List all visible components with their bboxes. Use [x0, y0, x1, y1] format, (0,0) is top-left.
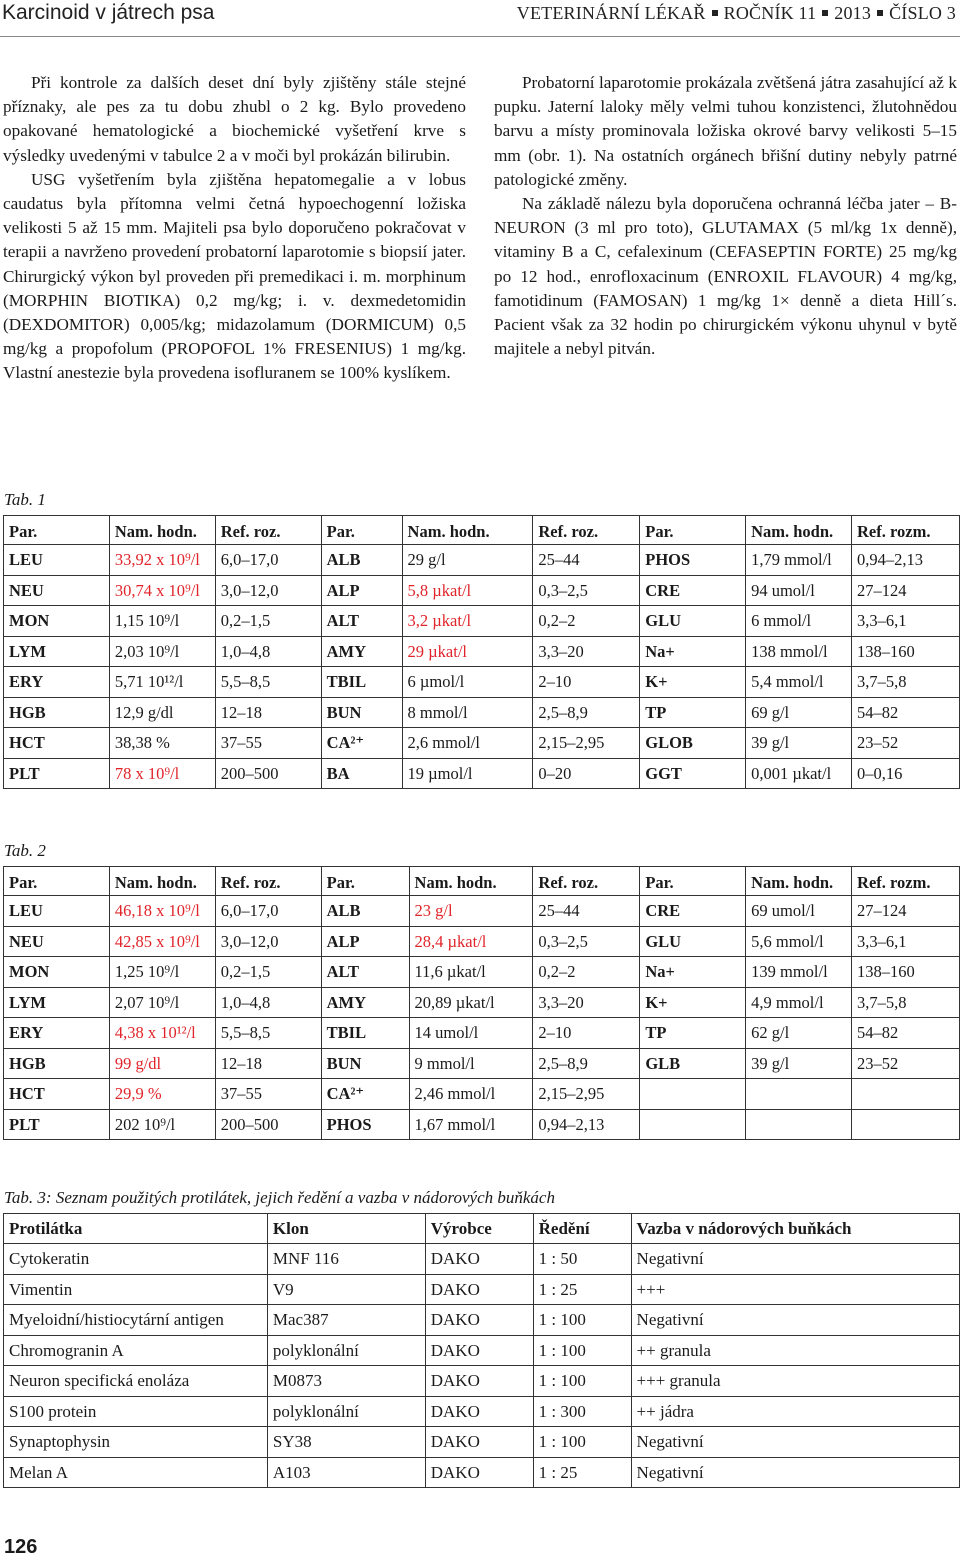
table-cell: polyklonální — [267, 1396, 425, 1427]
table-cell: GLU — [640, 606, 746, 637]
table-cell: TBIL — [321, 1018, 409, 1049]
table-cell: 28,4 µkat/l — [409, 926, 533, 957]
table-cell: 2,6 mmol/l — [402, 728, 533, 759]
table-cell: BUN — [321, 697, 402, 728]
table-cell: 94 umol/l — [746, 575, 852, 606]
table-cell: ++ jádra — [631, 1396, 959, 1427]
table-cell: 0,3–2,5 — [533, 926, 640, 957]
separator-square-icon — [712, 10, 718, 16]
table-cell: PLT — [4, 758, 110, 789]
table-cell: 12,9 g/dl — [109, 697, 215, 728]
header-divider — [0, 36, 960, 37]
journal-name: VETERINÁRNÍ LÉKAŘ — [516, 3, 706, 23]
table-cell: 1 : 50 — [533, 1244, 631, 1275]
column-header: Par. — [321, 867, 409, 896]
table-cell: MON — [4, 957, 110, 988]
table-cell: 20,89 µkat/l — [409, 987, 533, 1018]
table-cell: 62 g/l — [746, 1018, 852, 1049]
separator-square-icon — [822, 10, 828, 16]
table-cell: 139 mmol/l — [746, 957, 852, 988]
table-cell: 0,2–2 — [533, 606, 640, 637]
table-cell: +++ — [631, 1274, 959, 1305]
table-cell: 54–82 — [852, 697, 960, 728]
table-cell: TBIL — [321, 667, 402, 698]
table-row — [4, 575, 960, 606]
column-header: Par. — [640, 867, 746, 896]
table-cell: 138–160 — [852, 636, 960, 667]
table-cell — [852, 1109, 960, 1140]
table-cell: Chromogranin A — [4, 1335, 268, 1366]
table-cell: Negativní — [631, 1305, 959, 1336]
table-cell: 5,5–8,5 — [215, 667, 321, 698]
table-cell: NEU — [4, 926, 110, 957]
table-cell: LYM — [4, 987, 110, 1018]
table-header-row — [4, 516, 960, 545]
table-cell: 46,18 x 10⁹/l — [109, 896, 215, 927]
table-cell: 1 : 100 — [533, 1366, 631, 1397]
table-cell: CA²⁺ — [321, 728, 402, 759]
table-cell: HGB — [4, 1048, 110, 1079]
table-cell: 6 mmol/l — [746, 606, 852, 637]
table-cell: Negativní — [631, 1244, 959, 1275]
column-header: Ref. rozm. — [852, 867, 960, 896]
table-cell: 3,3–6,1 — [852, 926, 960, 957]
table-cell: 6,0–17,0 — [215, 896, 321, 927]
table-row — [4, 545, 960, 576]
table-cell: PHOS — [640, 545, 746, 576]
table-cell: 5,5–8,5 — [215, 1018, 321, 1049]
table-cell: 12–18 — [215, 1048, 321, 1079]
table-cell: GLOB — [640, 728, 746, 759]
table-cell: 1 : 100 — [533, 1335, 631, 1366]
table-cell: 11,6 µkat/l — [409, 957, 533, 988]
table-row — [4, 896, 960, 927]
table-header-row — [4, 1214, 960, 1244]
table-row — [4, 1335, 960, 1366]
table-cell: DAKO — [425, 1396, 533, 1427]
table-cell: 42,85 x 10⁹/l — [109, 926, 215, 957]
table-cell: 39 g/l — [746, 728, 852, 759]
table-cell: MNF 116 — [267, 1244, 425, 1275]
table-cell: +++ granula — [631, 1366, 959, 1397]
lab-results-table-2 — [3, 866, 960, 1140]
table-cell: 37–55 — [215, 728, 321, 759]
table-row — [4, 636, 960, 667]
table-cell: 0,2–1,5 — [215, 957, 321, 988]
column-header: Nam. hodn. — [109, 867, 215, 896]
table-row — [4, 1109, 960, 1140]
table-cell: 1,0–4,8 — [215, 987, 321, 1018]
column-header: Protilátka — [4, 1214, 268, 1244]
table-cell: 2–10 — [533, 1018, 640, 1049]
table-cell: MON — [4, 606, 110, 637]
table-cell: BUN — [321, 1048, 409, 1079]
table-cell: 0–0,16 — [852, 758, 960, 789]
table-row — [4, 1018, 960, 1049]
table-cell: 8 mmol/l — [402, 697, 533, 728]
paragraph: Při kontrole za dalších deset dní byly zjištěny stále stejné příznaky, ale pes za tu dobu zhubl o 2 kg. Bylo provedeno opakované hematologické a biochemické vyšetření krve s výsledky uvedenými v tabulce 2 a v moči byl prokázán bilirubin. — [3, 73, 466, 165]
table-3-caption — [4, 1188, 555, 1208]
column-header: Ref. roz. — [215, 516, 321, 545]
table-cell: 5,8 µkat/l — [402, 575, 533, 606]
table-row — [4, 697, 960, 728]
table-row — [4, 1274, 960, 1305]
table-cell: DAKO — [425, 1305, 533, 1336]
table-cell: 2–10 — [533, 667, 640, 698]
separator-square-icon — [877, 10, 883, 16]
table-cell: 3,2 µkat/l — [402, 606, 533, 637]
table-cell: 14 umol/l — [409, 1018, 533, 1049]
table-cell: Myeloidní/histiocytární antigen — [4, 1305, 268, 1336]
table-row — [4, 1079, 960, 1110]
table-cell: 0,2–2 — [533, 957, 640, 988]
table-cell: 138–160 — [852, 957, 960, 988]
table-cell: SY38 — [267, 1427, 425, 1458]
text-column-left — [3, 71, 466, 386]
table-cell: 200–500 — [215, 758, 321, 789]
table-cell: Melan A — [4, 1457, 268, 1488]
table-cell: 38,38 % — [109, 728, 215, 759]
table-cell: 1 : 25 — [533, 1457, 631, 1488]
table-cell: DAKO — [425, 1457, 533, 1488]
column-header: Ref. roz. — [533, 516, 640, 545]
table-cell — [640, 1079, 746, 1110]
table-cell: 19 µmol/l — [402, 758, 533, 789]
table-cell: 0,2–1,5 — [215, 606, 321, 637]
table-cell — [852, 1079, 960, 1110]
table-cell: A103 — [267, 1457, 425, 1488]
table-cell: 4,9 mmol/l — [746, 987, 852, 1018]
table-cell: DAKO — [425, 1335, 533, 1366]
table-cell: GGT — [640, 758, 746, 789]
table-cell: GLB — [640, 1048, 746, 1079]
table-cell: 9 mmol/l — [409, 1048, 533, 1079]
column-header: Par. — [321, 516, 402, 545]
table-cell: AMY — [321, 636, 402, 667]
paragraph: USG vyšetřením byla zjištěna hepatomegalie a v lobus caudatus byla přítomna velmi četná hypoechogenní ložiska velikosti 5 až 15 mm. Majiteli psa bylo doporučeno pokračovat v terapii a navrženo provedení probatorní laparotomie s biopsií jater. Chirurgický výkon byl proveden při premedikaci i. m. morphinum (MORPHIN BIOTIKA) 0,2 mg/kg; i. v. dexmedetomidin (DEXDOMITOR) 0,005/kg; midazolamum (DORMICUM) 0,5 mg/kg a propofolum (PROPOFOL 1% FRESENIUS) 1 mg/kg. Vlastní anestezie byla provedena isofluranem se 100% kyslíkem. — [3, 169, 466, 383]
table-cell: 3,7–5,8 — [852, 987, 960, 1018]
table-cell: LEU — [4, 896, 110, 927]
table-row — [4, 1305, 960, 1336]
column-header: Ref. roz. — [533, 867, 640, 896]
table-cell: 23–52 — [852, 1048, 960, 1079]
table-cell: Negativní — [631, 1457, 959, 1488]
table-row — [4, 1396, 960, 1427]
table-cell: M0873 — [267, 1366, 425, 1397]
table-cell: 39 g/l — [746, 1048, 852, 1079]
table-cell: Vimentin — [4, 1274, 268, 1305]
table-row — [4, 667, 960, 698]
table-cell: HCT — [4, 1079, 110, 1110]
table-cell: DAKO — [425, 1427, 533, 1458]
table-cell: Na+ — [640, 636, 746, 667]
page-number: 126 — [4, 1536, 38, 1558]
table-cell: 0–20 — [533, 758, 640, 789]
table-row — [4, 1048, 960, 1079]
table-1-caption: Tab. 1 — [4, 490, 46, 509]
table-cell: 5,4 mmol/l — [746, 667, 852, 698]
table-cell: K+ — [640, 667, 746, 698]
table-cell: Synaptophysin — [4, 1427, 268, 1458]
column-header: Ref. rozm. — [852, 516, 960, 545]
table-cell: 27–124 — [852, 575, 960, 606]
table-cell: 29 g/l — [402, 545, 533, 576]
table-cell: Na+ — [640, 957, 746, 988]
table-cell: 1,15 10⁹/l — [109, 606, 215, 637]
paragraph: Probatorní laparotomie prokázala zvětšená játra zasahující až k pupku. Jaterní laloky měly velmi tuhou konzistenci, žlutohnědou barvu a místy prominovala ložiska okrové barvy velikosti 5–15 mm (obr. 1). Na ostatních orgánech břišní dutiny nebyly patrné patologické změny. — [494, 73, 957, 189]
table-cell: NEU — [4, 575, 110, 606]
table-row — [4, 1457, 960, 1488]
column-header: Nam. hodn. — [109, 516, 215, 545]
table-cell: 23–52 — [852, 728, 960, 759]
table-cell: AMY — [321, 987, 409, 1018]
table-cell: 29 µkat/l — [402, 636, 533, 667]
table-cell: 6 µmol/l — [402, 667, 533, 698]
table-cell: 5,71 10¹²/l — [109, 667, 215, 698]
table-cell: 25–44 — [533, 896, 640, 927]
table-cell: GLU — [640, 926, 746, 957]
table-cell: 12–18 — [215, 697, 321, 728]
column-header: Par. — [640, 516, 746, 545]
table-cell: 1 : 300 — [533, 1396, 631, 1427]
table-cell: K+ — [640, 987, 746, 1018]
table-cell: PHOS — [321, 1109, 409, 1140]
table-cell: 2,07 10⁹/l — [109, 987, 215, 1018]
table-header-row — [4, 867, 960, 896]
table-cell: Cytokeratin — [4, 1244, 268, 1275]
column-header: Par. — [4, 516, 110, 545]
table-cell: 78 x 10⁹/l — [109, 758, 215, 789]
text-column-right — [494, 71, 957, 361]
table-cell: TP — [640, 1018, 746, 1049]
table-row — [4, 1244, 960, 1275]
table-row — [4, 957, 960, 988]
journal-running-header — [517, 3, 956, 24]
article-running-title: Karcinoid v játrech psa — [2, 1, 215, 24]
table-cell: ALP — [321, 575, 402, 606]
table-cell: DAKO — [425, 1244, 533, 1275]
table-2-caption: Tab. 2 — [4, 841, 46, 860]
table-cell: CRE — [640, 896, 746, 927]
table-cell: CA²⁺ — [321, 1079, 409, 1110]
table-cell: 2,15–2,95 — [533, 728, 640, 759]
table-cell: 3,0–12,0 — [215, 575, 321, 606]
table-cell: 138 mmol/l — [746, 636, 852, 667]
column-header: Par. — [4, 867, 110, 896]
table-cell: ALT — [321, 957, 409, 988]
table-cell: ERY — [4, 667, 110, 698]
table-cell — [640, 1109, 746, 1140]
table-cell: 200–500 — [215, 1109, 321, 1140]
lab-results-table-1 — [3, 515, 960, 789]
table-row — [4, 1366, 960, 1397]
table-3-caption-text: Seznam použitých protilátek, jejich ředění a vazba v nádorových buňkách — [51, 1188, 555, 1207]
column-header: Klon — [267, 1214, 425, 1244]
journal-year: 2013 — [834, 3, 872, 23]
table-cell: 1 : 100 — [533, 1305, 631, 1336]
table-cell: polyklonální — [267, 1335, 425, 1366]
table-cell: HGB — [4, 697, 110, 728]
table-cell: 0,94–2,13 — [852, 545, 960, 576]
table-cell: 1,0–4,8 — [215, 636, 321, 667]
column-header: Nam. hodn. — [409, 867, 533, 896]
table-cell: Negativní — [631, 1427, 959, 1458]
table-cell: 1 : 100 — [533, 1427, 631, 1458]
table-cell: 2,46 mmol/l — [409, 1079, 533, 1110]
table-cell: 0,3–2,5 — [533, 575, 640, 606]
table-cell: 37–55 — [215, 1079, 321, 1110]
table-cell: ++ granula — [631, 1335, 959, 1366]
table-cell: 3,0–12,0 — [215, 926, 321, 957]
table-cell — [746, 1079, 852, 1110]
table-cell: 3,3–20 — [533, 987, 640, 1018]
table-cell: ERY — [4, 1018, 110, 1049]
table-cell: 2,03 10⁹/l — [109, 636, 215, 667]
column-header: Ref. roz. — [215, 867, 321, 896]
table-cell: 33,92 x 10⁹/l — [109, 545, 215, 576]
table-cell: Mac387 — [267, 1305, 425, 1336]
table-cell: LYM — [4, 636, 110, 667]
table-cell: 2,5–8,9 — [533, 1048, 640, 1079]
table-cell: 0,94–2,13 — [533, 1109, 640, 1140]
table-cell: 1,25 10⁹/l — [109, 957, 215, 988]
antibody-table — [3, 1213, 960, 1488]
table-cell: ALT — [321, 606, 402, 637]
table-cell: 202 10⁹/l — [109, 1109, 215, 1140]
table-cell: DAKO — [425, 1274, 533, 1305]
table-cell: ALB — [321, 896, 409, 927]
table-cell: 54–82 — [852, 1018, 960, 1049]
table-cell: ALP — [321, 926, 409, 957]
column-header: Ředění — [533, 1214, 631, 1244]
table-cell: 1,67 mmol/l — [409, 1109, 533, 1140]
table-cell: 99 g/dl — [109, 1048, 215, 1079]
table-3-caption-number: Tab. 3: — [4, 1188, 52, 1207]
table-cell: ALB — [321, 545, 402, 576]
table-cell: 27–124 — [852, 896, 960, 927]
table-cell — [746, 1109, 852, 1140]
table-cell: DAKO — [425, 1366, 533, 1397]
table-cell: 30,74 x 10⁹/l — [109, 575, 215, 606]
table-cell: 29,9 % — [109, 1079, 215, 1110]
table-row — [4, 606, 960, 637]
table-cell: 5,6 mmol/l — [746, 926, 852, 957]
journal-volume: ROČNÍK 11 — [723, 3, 817, 23]
table-row — [4, 1427, 960, 1458]
table-cell: PLT — [4, 1109, 110, 1140]
journal-issue: ČÍSLO 3 — [889, 3, 956, 23]
column-header: Výrobce — [425, 1214, 533, 1244]
table-cell: LEU — [4, 545, 110, 576]
table-cell: 1,79 mmol/l — [746, 545, 852, 576]
column-header: Nam. hodn. — [402, 516, 533, 545]
table-cell: 69 g/l — [746, 697, 852, 728]
table-cell: 0,001 µkat/l — [746, 758, 852, 789]
table-cell: 2,15–2,95 — [533, 1079, 640, 1110]
table-cell: 3,3–6,1 — [852, 606, 960, 637]
table-cell: 3,7–5,8 — [852, 667, 960, 698]
table-cell: V9 — [267, 1274, 425, 1305]
table-cell: 23 g/l — [409, 896, 533, 927]
table-row — [4, 728, 960, 759]
table-row — [4, 987, 960, 1018]
table-cell: 25–44 — [533, 545, 640, 576]
table-cell: TP — [640, 697, 746, 728]
table-cell: BA — [321, 758, 402, 789]
column-header: Nam. hodn. — [746, 516, 852, 545]
table-cell: 4,38 x 10¹²/l — [109, 1018, 215, 1049]
table-cell: 6,0–17,0 — [215, 545, 321, 576]
column-header: Vazba v nádorových buňkách — [631, 1214, 959, 1244]
table-cell: 3,3–20 — [533, 636, 640, 667]
table-cell: 2,5–8,9 — [533, 697, 640, 728]
paragraph: Na základě nálezu byla doporučena ochranná léčba jater – B-NEURON (3 ml pro toto), GLUTAMAX (5 ml/kg 1x denně), vitaminy B a C, cefalexinum (CEFASEPTIN FORTE) 25 mg/kg po 12 hod., enrofloxacinum (ENROXIL FLAVOUR) 4 mg/kg, famotidinum (FAMOSAN) 1 mg/kg 1× denně a dieta Hill´s. Pacient však za 32 hodin po chirurgickém výkonu uhynul v bytě majitele a nebyl pitván. — [494, 194, 957, 359]
table-cell: 69 umol/l — [746, 896, 852, 927]
table-row — [4, 758, 960, 789]
table-cell: CRE — [640, 575, 746, 606]
column-header: Nam. hodn. — [746, 867, 852, 896]
table-row — [4, 926, 960, 957]
table-cell: HCT — [4, 728, 110, 759]
table-cell: S100 protein — [4, 1396, 268, 1427]
table-cell: Neuron specifická enoláza — [4, 1366, 268, 1397]
table-cell: 1 : 25 — [533, 1274, 631, 1305]
